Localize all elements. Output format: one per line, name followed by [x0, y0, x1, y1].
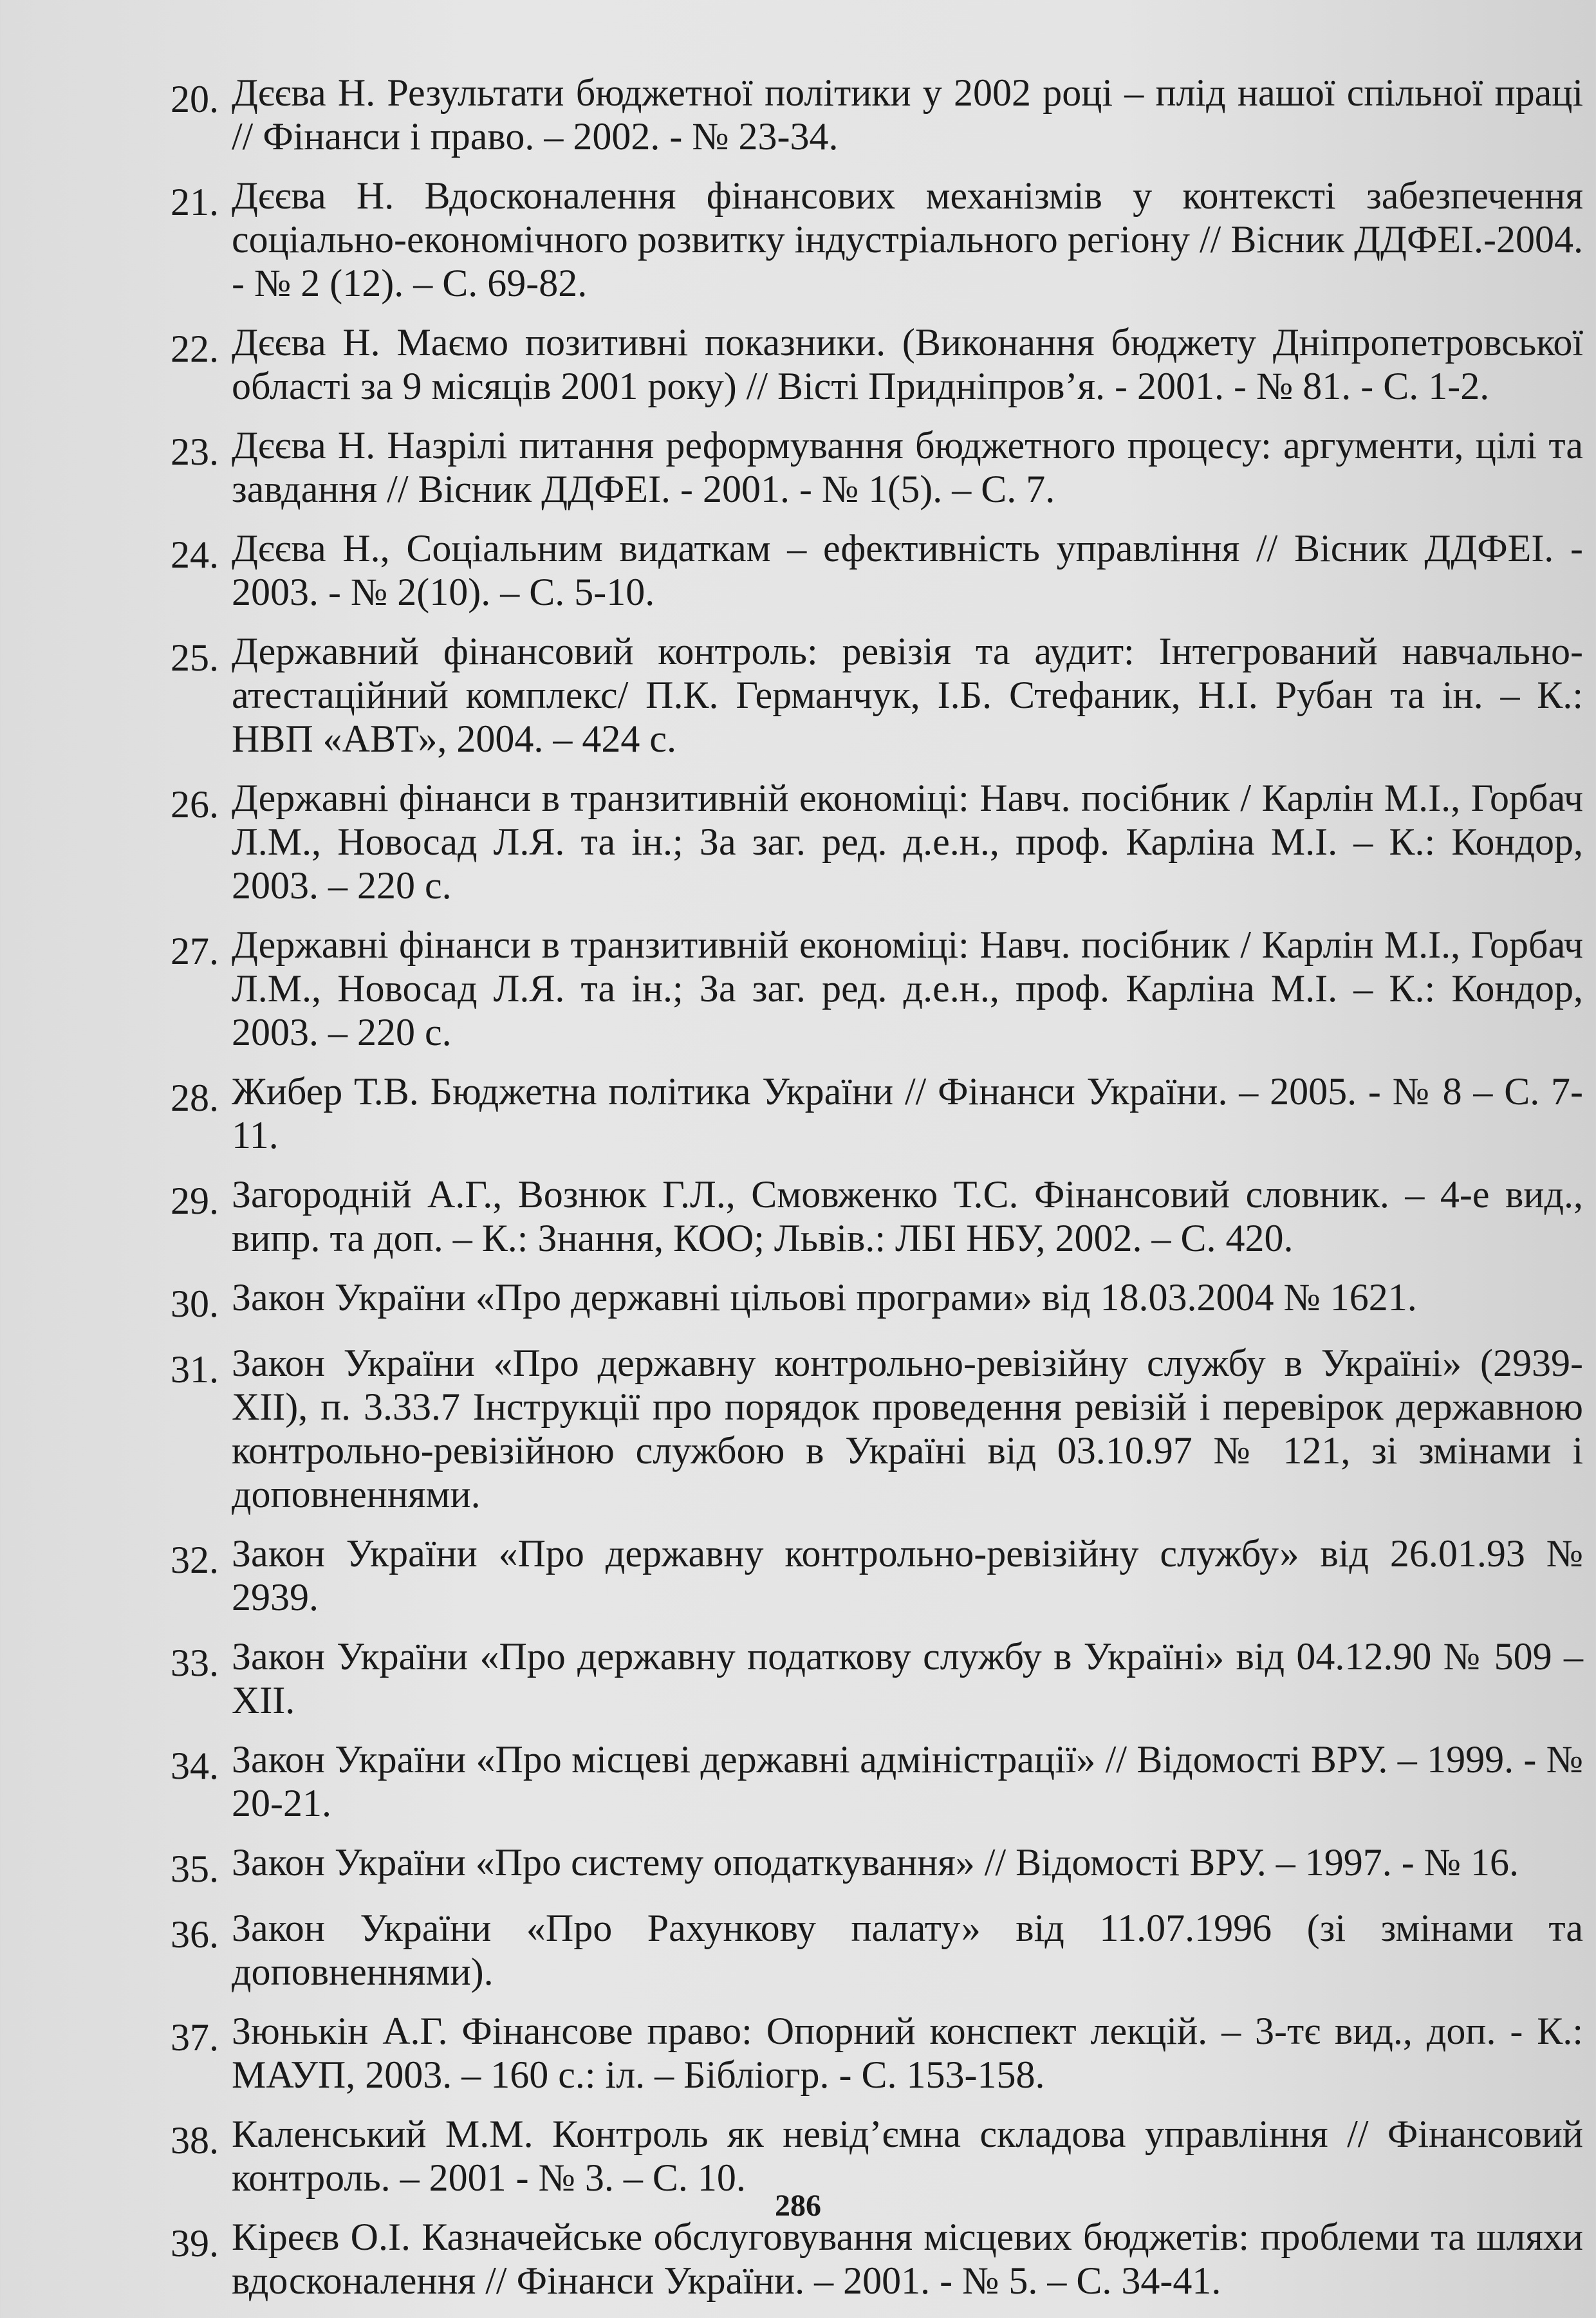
entry-number: 27.: [171, 930, 219, 972]
entry-number: 37.: [171, 2016, 219, 2059]
bibliography-entry: [142, 2009, 1583, 2097]
entry-number: 21.: [171, 181, 219, 223]
entry-text: Дєєва Н. Назрілі питання реформування бюджетного процесу: аргументи, цілі та завдання // Вісник ДДФЕІ. - 2001. - № 1(5). – С. 7.: [232, 424, 1583, 510]
entry-number: 26.: [171, 783, 219, 826]
bibliography-entry: [142, 1341, 1583, 1516]
bibliography-entry: [142, 1532, 1583, 1619]
entry-text: Закон України «Про Рахункову палату» від 11.07.1996 (зі змінами та доповненнями).: [232, 1907, 1583, 1993]
bibliography-entry: [142, 174, 1583, 305]
entry-number: 20.: [171, 78, 219, 120]
bibliography-entry: [142, 1173, 1583, 1260]
entry-text: Дєєва Н. Результати бюджетної політики у 2002 році – плід нашої спільної праці // Фінанси і право. – 2002. - № 23-34.: [232, 71, 1583, 158]
entry-text: Державні фінанси в транзитивній економіці: Навч. посібник / Карлін М.І., Горбач Л.М., Новосад Л.Я. та ін.; За заг. ред. д.е.н., проф. Карліна М.І. – К.: Кондор, 2003. – 220 с.: [232, 777, 1583, 907]
bibliography-entry: [142, 1906, 1583, 1994]
entry-number: 32.: [171, 1539, 219, 1581]
entry-number: 30.: [171, 1283, 219, 1325]
bibliography-entry: [142, 1738, 1583, 1825]
entry-text: Кіреєв О.І. Казначейське обслуговування місцевих бюджетів: проблеми та шляхи вдосконалення // Фінанси України. – 2001. - № 5. – С. 34-41.: [232, 2216, 1583, 2302]
bibliography-entry: [142, 423, 1583, 511]
entry-number: 24.: [171, 533, 219, 576]
entry-number: 23.: [171, 431, 219, 473]
entry-text: Зюнькін А.Г. Фінансове право: Опорний конспект лекцій. – 3-тє вид., доп. - К.: МАУП, 2003. – 160 с.: іл. – Бібліогр. - С. 153-158.: [232, 2010, 1583, 2096]
entry-number: 39.: [171, 2222, 219, 2265]
entry-text: Закон України «Про державну контрольно-ревізійну службу» від 26.01.93 № 2939.: [232, 1532, 1583, 1618]
entry-number: 35.: [171, 1848, 219, 1890]
bibliography-entry: [142, 1635, 1583, 1722]
bibliography-entry: [142, 923, 1583, 1054]
entry-number: 22.: [171, 328, 219, 370]
entry-number: 29.: [171, 1180, 219, 1222]
entry-number: 34.: [171, 1745, 219, 1787]
bibliography-list: [142, 71, 1583, 2318]
entry-number: 31.: [171, 1348, 219, 1391]
bibliography-entry: [142, 2112, 1583, 2200]
entry-text: Каленський М.М. Контроль як невід’ємна складова управління // Фінансовий контроль. – 2001 - № 3. – С. 10.: [232, 2113, 1583, 2199]
entry-text: Дєєва Н. Вдосконалення фінансових механізмів у контексті забезпечення соціально-економічного розвитку індустріального регіону // Вісник ДДФЕІ.-2004. - № 2 (12). – С. 69-82.: [232, 174, 1583, 304]
entry-text: Дєєва Н. Маємо позитивні показники. (Виконання бюджету Дніпропетровської області за 9 місяців 2001 року) // Вісті Придніпров’я. - 2001. - № 81. - С. 1-2.: [232, 321, 1583, 407]
bibliography-entry: [142, 526, 1583, 614]
bibliography-entry: [142, 776, 1583, 907]
bibliography-entry: [142, 71, 1583, 158]
entry-text: Закон України «Про систему оподаткування» // Відомості ВРУ. – 1997. - № 16.: [232, 1841, 1519, 1884]
entry-text: Державний фінансовий контроль: ревізія та аудит: Інтегрований навчально-атестаційний комплекс/ П.К. Германчук, І.Б. Стефаник, Н.І. Рубан та ін. – К.: НВП «АВТ», 2004. – 424 с.: [232, 630, 1583, 760]
entry-number: 25.: [171, 636, 219, 679]
bibliography-entry: [142, 1070, 1583, 1157]
page-number: 286: [775, 2189, 821, 2223]
bibliography-entry: [142, 1275, 1583, 1326]
entry-text: Державні фінанси в транзитивній економіці: Навч. посібник / Карлін М.І., Горбач Л.М., Новосад Л.Я. та ін.; За заг. ред. д.е.н., проф. Карліна М.І. – К.: Кондор, 2003. – 220 с.: [232, 923, 1583, 1053]
bibliography-entry: [142, 629, 1583, 761]
entry-text: Жибер Т.В. Бюджетна політика України // Фінанси України. – 2005. - № 8 – С. 7-11.: [232, 1070, 1583, 1156]
entry-number: 28.: [171, 1077, 219, 1119]
entry-number: 38.: [171, 2119, 219, 2162]
entry-text: Закон України «Про державну податкову службу в Україні» від 04.12.90 № 509 – ХІІ.: [232, 1635, 1583, 1721]
bibliography-entry: [142, 1840, 1583, 1891]
bibliography-entry: [142, 2215, 1583, 2303]
entry-text: Закон України «Про місцеві державні адміністрації» // Відомості ВРУ. – 1999. - № 20-21.: [232, 1738, 1583, 1824]
entry-text: Загородній А.Г., Вознюк Г.Л., Смовженко Т.С. Фінансовий словник. – 4-е вид., випр. та доп. – К.: Знання, КОО; Львів.: ЛБІ НБУ, 2002. – С. 420.: [232, 1173, 1583, 1259]
bibliography-entry: [142, 320, 1583, 408]
entry-number: 33.: [171, 1642, 219, 1684]
entry-text: Дєєва Н., Соціальним видаткам – ефективність управління // Вісник ДДФЕІ. - 2003. - № 2(10). – С. 5-10.: [232, 527, 1583, 613]
entry-text: Закон України «Про державні цільові програми» від 18.03.2004 № 1621.: [232, 1276, 1417, 1319]
entry-text: Закон України «Про державну контрольно-ревізійну службу в Україні» (2939-ХІІ), п. 3.33.7 Інструкції про порядок проведення ревізій і перевірок державною контрольно-ревізійною службою в Україні від 03.10.97 № 121, зі змінами і доповненнями.: [232, 1342, 1583, 1516]
entry-number: 36.: [171, 1913, 219, 1956]
